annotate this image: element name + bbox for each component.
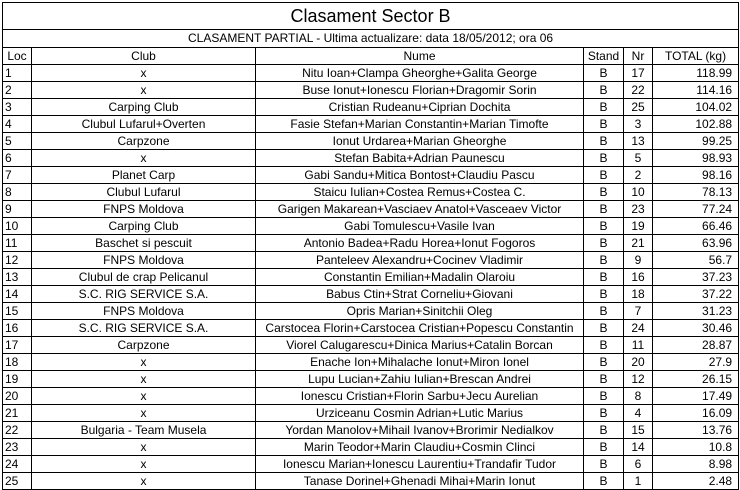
cell-stand: B <box>584 371 624 388</box>
cell-nume: Staicu Iulian+Costea Remus+Costea C. <box>256 184 584 201</box>
cell-nr: 3 <box>624 116 653 133</box>
cell-club: Carpzone <box>32 133 256 150</box>
cell-loc: 2 <box>3 82 32 99</box>
cell-stand: B <box>584 303 624 320</box>
cell-nume: Lupu Lucian+Zahiu Iulian+Brescan Andrei <box>256 371 584 388</box>
cell-stand: B <box>584 252 624 269</box>
cell-club: Carpzone <box>32 337 256 354</box>
cell-nr: 10 <box>624 184 653 201</box>
table-row <box>3 354 739 371</box>
ranking-sheet <box>2 2 738 490</box>
cell-nr: 6 <box>624 456 653 473</box>
cell-stand: B <box>584 218 624 235</box>
cell-stand: B <box>584 201 624 218</box>
cell-total: 104.02 <box>653 99 739 116</box>
cell-nr: 11 <box>624 337 653 354</box>
cell-stand: B <box>584 286 624 303</box>
cell-nr: 18 <box>624 286 653 303</box>
cell-nr: 21 <box>624 235 653 252</box>
cell-nume: Enache Ion+Mihalache Ionut+Miron Ionel <box>256 354 584 371</box>
cell-nume: Nitu Ioan+Clampa Gheorghe+Galita George <box>256 65 584 82</box>
cell-club: FNPS Moldova <box>32 303 256 320</box>
cell-loc: 20 <box>3 388 32 405</box>
table-row <box>3 303 739 320</box>
cell-stand: B <box>584 388 624 405</box>
cell-loc: 22 <box>3 422 32 439</box>
cell-total: 114.16 <box>653 82 739 99</box>
cell-nume: Ionescu Cristian+Florin Sarbu+Jecu Aurelian <box>256 388 584 405</box>
cell-stand: B <box>584 235 624 252</box>
cell-total: 118.99 <box>653 65 739 82</box>
table-row <box>3 235 739 252</box>
cell-total: 13.76 <box>653 422 739 439</box>
cell-nr: 23 <box>624 201 653 218</box>
cell-nume: Opris Marian+Sinitchii Oleg <box>256 303 584 320</box>
cell-stand: B <box>584 405 624 422</box>
cell-loc: 19 <box>3 371 32 388</box>
cell-nume: Urziceanu Cosmin Adrian+Lutic Marius <box>256 405 584 422</box>
table-row <box>3 473 739 490</box>
cell-loc: 17 <box>3 337 32 354</box>
table-row <box>3 388 739 405</box>
cell-total: 98.93 <box>653 150 739 167</box>
cell-nume: Constantin Emilian+Madalin Olaroiu <box>256 269 584 286</box>
table-row <box>3 269 739 286</box>
cell-nume: Panteleev Alexandru+Cocinev Vladimir <box>256 252 584 269</box>
cell-nume: Tanase Dorinel+Ghenadi Mihai+Marin Ionut <box>256 473 584 490</box>
cell-stand: B <box>584 116 624 133</box>
table-row <box>3 82 739 99</box>
cell-stand: B <box>584 133 624 150</box>
cell-nr: 17 <box>624 65 653 82</box>
cell-loc: 1 <box>3 65 32 82</box>
cell-nr: 22 <box>624 82 653 99</box>
cell-total: 66.46 <box>653 218 739 235</box>
cell-total: 99.25 <box>653 133 739 150</box>
cell-stand: B <box>584 354 624 371</box>
cell-nr: 24 <box>624 320 653 337</box>
cell-loc: 7 <box>3 167 32 184</box>
table-row <box>3 371 739 388</box>
cell-total: 98.16 <box>653 167 739 184</box>
cell-nume: Carstocea Florin+Carstocea Cristian+Popescu Constantin <box>256 320 584 337</box>
cell-total: 17.49 <box>653 388 739 405</box>
table-row <box>3 99 739 116</box>
table-row <box>3 439 739 456</box>
header-nume: Nume <box>256 48 584 65</box>
cell-stand: B <box>584 65 624 82</box>
cell-nr: 25 <box>624 99 653 116</box>
cell-loc: 3 <box>3 99 32 116</box>
cell-stand: B <box>584 150 624 167</box>
cell-stand: B <box>584 269 624 286</box>
cell-total: 102.88 <box>653 116 739 133</box>
page-title: Clasament Sector B <box>3 3 739 30</box>
cell-nume: Buse Ionut+Ionescu Florian+Dragomir Sorin <box>256 82 584 99</box>
cell-nr: 8 <box>624 388 653 405</box>
cell-loc: 25 <box>3 473 32 490</box>
cell-total: 27.9 <box>653 354 739 371</box>
table-row <box>3 456 739 473</box>
cell-nr: 19 <box>624 218 653 235</box>
table-row <box>3 184 739 201</box>
cell-stand: B <box>584 473 624 490</box>
cell-nume: Marin Teodor+Marin Claudiu+Cosmin Clinci <box>256 439 584 456</box>
header-row <box>3 48 739 65</box>
cell-total: 28.87 <box>653 337 739 354</box>
cell-total: 30.46 <box>653 320 739 337</box>
cell-stand: B <box>584 456 624 473</box>
table-row <box>3 133 739 150</box>
cell-loc: 23 <box>3 439 32 456</box>
cell-total: 31.23 <box>653 303 739 320</box>
cell-nume: Gabi Sandu+Mitica Bontost+Claudiu Pascu <box>256 167 584 184</box>
cell-loc: 13 <box>3 269 32 286</box>
cell-stand: B <box>584 99 624 116</box>
table-row <box>3 150 739 167</box>
cell-club: x <box>32 150 256 167</box>
cell-nume: Cristian Rudeanu+Ciprian Dochita <box>256 99 584 116</box>
cell-stand: B <box>584 184 624 201</box>
update-subtitle: CLASAMENT PARTIAL - Ultima actualizare: data 18/05/2012; ora 06 <box>3 30 739 48</box>
cell-club: Clubul Lufarul+Overten <box>32 116 256 133</box>
cell-nr: 15 <box>624 422 653 439</box>
cell-nr: 9 <box>624 252 653 269</box>
table-row <box>3 252 739 269</box>
cell-club: x <box>32 65 256 82</box>
table-row <box>3 116 739 133</box>
table-row <box>3 65 739 82</box>
cell-loc: 6 <box>3 150 32 167</box>
table-row <box>3 201 739 218</box>
cell-total: 63.96 <box>653 235 739 252</box>
cell-loc: 21 <box>3 405 32 422</box>
cell-club: x <box>32 371 256 388</box>
cell-club: x <box>32 405 256 422</box>
cell-loc: 8 <box>3 184 32 201</box>
cell-total: 2.48 <box>653 473 739 490</box>
table-row <box>3 337 739 354</box>
cell-club: Clubul Lufarul <box>32 184 256 201</box>
cell-nr: 16 <box>624 269 653 286</box>
cell-nume: Fasie Stefan+Marian Constantin+Marian Timofte <box>256 116 584 133</box>
cell-nr: 2 <box>624 167 653 184</box>
cell-stand: B <box>584 422 624 439</box>
cell-club: x <box>32 354 256 371</box>
cell-total: 16.09 <box>653 405 739 422</box>
header-stand: Stand <box>584 48 624 65</box>
cell-nume: Yordan Manolov+Mihail Ivanov+Brorimir Nedialkov <box>256 422 584 439</box>
header-loc: Loc <box>3 48 32 65</box>
cell-total: 56.7 <box>653 252 739 269</box>
cell-nume: Babus Ctin+Strat Corneliu+Giovani <box>256 286 584 303</box>
cell-nr: 1 <box>624 473 653 490</box>
cell-loc: 9 <box>3 201 32 218</box>
cell-club: FNPS Moldova <box>32 252 256 269</box>
table-row <box>3 320 739 337</box>
cell-club: Planet Carp <box>32 167 256 184</box>
cell-club: Clubul de crap Pelicanul <box>32 269 256 286</box>
cell-total: 10.8 <box>653 439 739 456</box>
ranking-table <box>2 2 739 490</box>
cell-nr: 13 <box>624 133 653 150</box>
cell-nr: 12 <box>624 371 653 388</box>
table-row <box>3 218 739 235</box>
table-row <box>3 286 739 303</box>
cell-total: 8.98 <box>653 456 739 473</box>
cell-nume: Garigen Makarean+Vasciaev Anatol+Vasceaev Victor <box>256 201 584 218</box>
cell-nr: 20 <box>624 354 653 371</box>
cell-nume: Gabi Tomulescu+Vasile Ivan <box>256 218 584 235</box>
cell-loc: 11 <box>3 235 32 252</box>
cell-club: Bulgaria - Team Musela <box>32 422 256 439</box>
cell-loc: 18 <box>3 354 32 371</box>
cell-nume: Stefan Babita+Adrian Paunescu <box>256 150 584 167</box>
cell-loc: 24 <box>3 456 32 473</box>
cell-club: x <box>32 388 256 405</box>
cell-total: 77.24 <box>653 201 739 218</box>
cell-club: S.C. RIG SERVICE S.A. <box>32 286 256 303</box>
cell-stand: B <box>584 167 624 184</box>
cell-club: x <box>32 473 256 490</box>
cell-club: Carping Club <box>32 218 256 235</box>
table-row <box>3 422 739 439</box>
header-club: Club <box>32 48 256 65</box>
cell-club: x <box>32 456 256 473</box>
header-total: TOTAL (kg) <box>653 48 739 65</box>
cell-stand: B <box>584 439 624 456</box>
cell-club: Baschet si pescuit <box>32 235 256 252</box>
cell-club: S.C. RIG SERVICE S.A. <box>32 320 256 337</box>
cell-nume: Viorel Calugarescu+Dinica Marius+Catalin Borcan <box>256 337 584 354</box>
cell-stand: B <box>584 337 624 354</box>
cell-nr: 7 <box>624 303 653 320</box>
cell-loc: 12 <box>3 252 32 269</box>
cell-club: x <box>32 82 256 99</box>
cell-nr: 5 <box>624 150 653 167</box>
cell-total: 26.15 <box>653 371 739 388</box>
cell-nume: Antonio Badea+Radu Horea+Ionut Fogoros <box>256 235 584 252</box>
cell-stand: B <box>584 320 624 337</box>
header-nr: Nr <box>624 48 653 65</box>
cell-nume: Ionescu Marian+Ionescu Laurentiu+Trandafir Tudor <box>256 456 584 473</box>
cell-nume: Ionut Urdarea+Marian Gheorghe <box>256 133 584 150</box>
cell-club: FNPS Moldova <box>32 201 256 218</box>
table-row <box>3 405 739 422</box>
cell-club: x <box>32 439 256 456</box>
cell-total: 37.22 <box>653 286 739 303</box>
cell-stand: B <box>584 82 624 99</box>
table-row <box>3 167 739 184</box>
cell-club: Carping Club <box>32 99 256 116</box>
cell-loc: 5 <box>3 133 32 150</box>
cell-nr: 14 <box>624 439 653 456</box>
cell-loc: 15 <box>3 303 32 320</box>
cell-loc: 16 <box>3 320 32 337</box>
cell-total: 78.13 <box>653 184 739 201</box>
cell-loc: 14 <box>3 286 32 303</box>
cell-total: 37.23 <box>653 269 739 286</box>
cell-nr: 4 <box>624 405 653 422</box>
cell-loc: 10 <box>3 218 32 235</box>
cell-loc: 4 <box>3 116 32 133</box>
